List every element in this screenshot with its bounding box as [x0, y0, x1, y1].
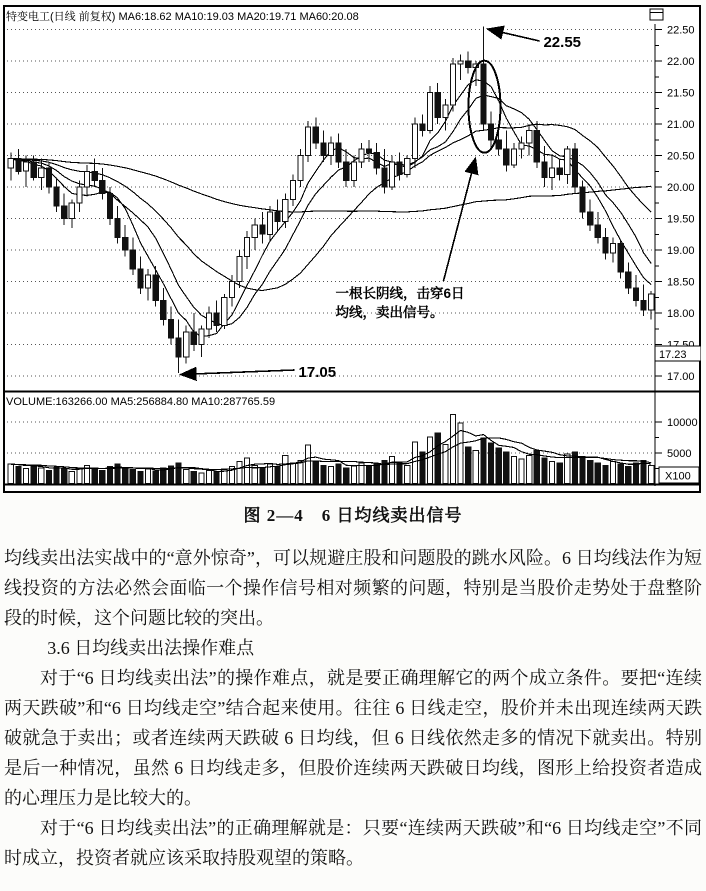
paragraph-1: 均线卖出法实战中的“意外惊奇”，可以规避庄股和问题股的跳水风险。6 日均线法作为短线投资的方法必然会面临一个操作信号相对频繁的问题，特别是当股价走势处于盘整阶段的时候，这个问题比较的突出。: [4, 548, 702, 628]
svg-text:20.00: 20.00: [667, 182, 695, 194]
svg-text:19.00: 19.00: [667, 245, 695, 257]
svg-text:17.23: 17.23: [659, 349, 687, 361]
svg-text:21.50: 21.50: [667, 87, 695, 100]
svg-text:VOLUME:163266.00 MA5:256884.80: VOLUME:163266.00 MA5:256884.80 MA10:287765.59: [6, 396, 276, 408]
figure-caption: 图 2—4 6 日均线卖出信号: [243, 506, 463, 525]
svg-text:17.05: 17.05: [298, 364, 337, 381]
svg-text:18.00: 18.00: [667, 308, 695, 320]
svg-text:22.50: 22.50: [667, 24, 695, 37]
paragraph-2: 对于“6 日均线卖出法”的操作难点，就是要正确理解它的两个成立条件。要把“连续两天跌破”和“6 日均线走空”结合起来使用。往往 6 日线走空，股价并未出现连续两天跌破就急于卖出；或者连续两天跌破 6 日均线，但 6 日线依然走多的情况下就卖出。特别是后一种情况，虽然 6 日均线走多，但股价连续两天跌破日均线，图形上给投资者造成的心理压力是比较大的。: [4, 668, 702, 808]
svg-text:21.00: 21.00: [667, 119, 695, 131]
svg-text:一根长阴线，击穿6日: 一根长阴线，击穿6日: [335, 286, 465, 301]
svg-text:10000: 10000: [667, 417, 698, 429]
svg-text:22.00: 22.00: [667, 56, 695, 68]
svg-text:20.50: 20.50: [667, 150, 695, 163]
svg-text:均线，卖出信号。: 均线，卖出信号。: [335, 305, 444, 320]
article-text: [0, 543, 706, 873]
svg-text:17.00: 17.00: [667, 371, 695, 383]
svg-text:18.50: 18.50: [667, 276, 695, 289]
subheading: 3.6 日均线卖出法操作难点: [47, 638, 255, 658]
paragraph-3: 对于“6 日均线卖出法”的正确理解就是：只要“连续两天跌破”和“6 日均线走空”不同时成立，投资者就应该采取持股观望的策略。: [4, 818, 702, 868]
svg-text:5000: 5000: [667, 448, 692, 460]
svg-text:特变电工(日线 前复权) MA6:18.62 MA10:19: 特变电工(日线 前复权) MA6:18.62 MA10:19.03 MA20:19.71 MA60:20.08: [6, 11, 359, 23]
stock-chart: [3, 5, 701, 493]
svg-text:19.50: 19.50: [667, 213, 695, 226]
svg-text:22.55: 22.55: [543, 34, 582, 51]
svg-text:X100: X100: [665, 470, 691, 483]
